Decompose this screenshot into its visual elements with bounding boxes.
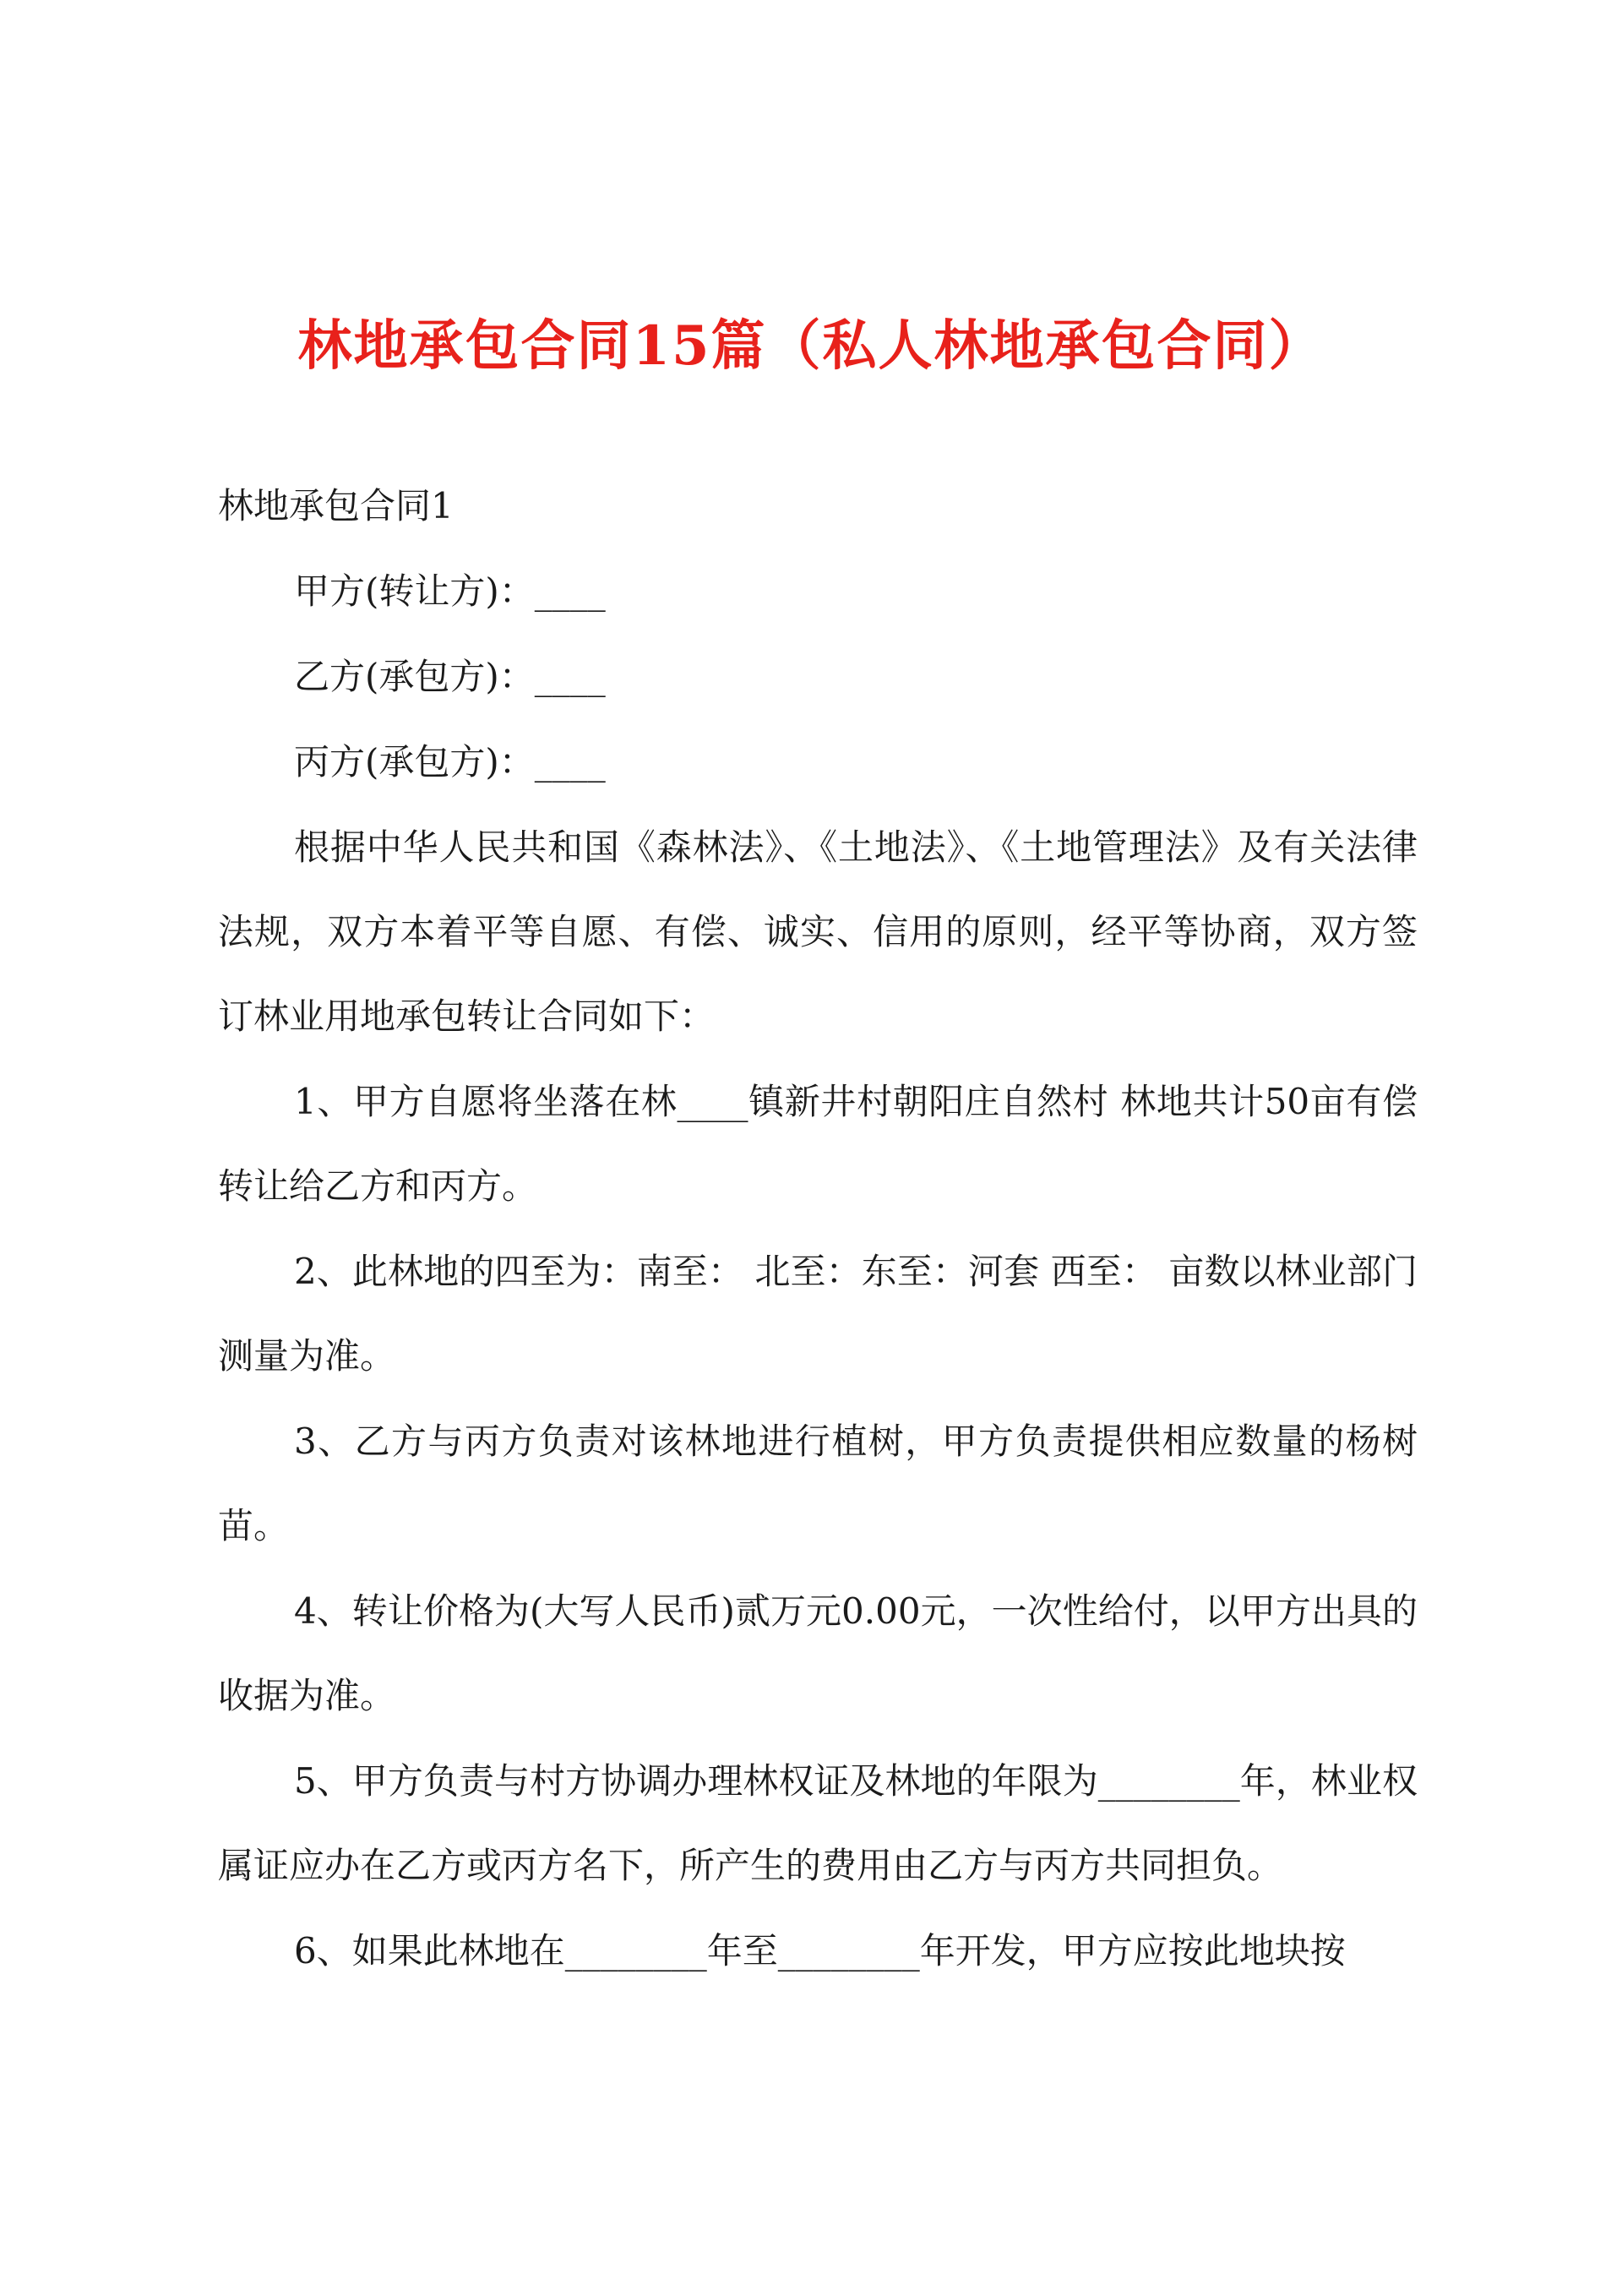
clause-2: 2、此林地的四至为：南至： 北至：东至：河套 西至： 亩数以林业部门测量为准。 (218, 1251, 1418, 1377)
clause-6: 6、如果此林地在________年至________年开发，甲方应按此地块按 (294, 1930, 1346, 1972)
section-heading: 林地承包合同1 (218, 485, 454, 526)
clause-1: 1、甲方自愿将坐落在林____镇新井村朝阳庄自然村 林地共计50亩有偿转让给乙方和丙方。 (218, 1081, 1418, 1207)
document-body (218, 486, 1418, 2016)
party-b-line: 乙方(承包方)：____ (294, 656, 606, 697)
clause-4: 4、转让价格为(大写人民币)贰万元0.00元，一次性给付，以甲方出具的收据为准。 (218, 1590, 1418, 1716)
clause-5: 5、甲方负责与村方协调办理林权证及林地的年限为________年，林业权属证应办在乙方或丙方名下，所产生的费用由乙方与丙方共同担负。 (218, 1760, 1418, 1886)
party-c-line: 丙方(承包方)：____ (294, 741, 606, 783)
preamble-paragraph: 根据中华人民共和国《森林法》、《土地法》、《土地管理法》及有关法律法规，双方本着平等自愿、有偿、诚实、信用的原则，经平等协商，双方签订林业用地承包转让合同如下： (218, 826, 1418, 1037)
document-title: 林地承包合同15篇（私人林地承包合同） (297, 314, 1325, 378)
party-a-line: 甲方(转让方)：____ (294, 570, 606, 612)
clause-3: 3、乙方与丙方负责对该林地进行植树，甲方负责提供相应数量的杨树苗。 (218, 1421, 1418, 1546)
